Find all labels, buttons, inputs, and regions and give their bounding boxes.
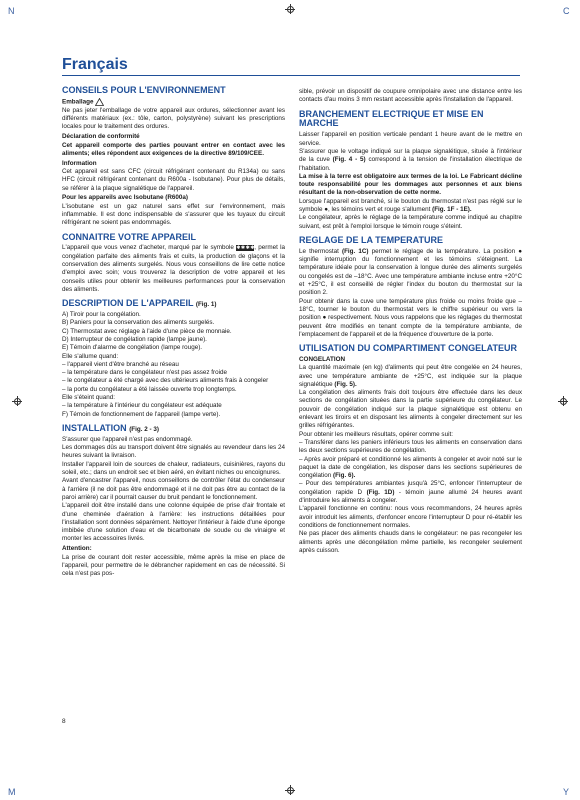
description-fig-ref: (Fig. 1) [195,301,217,309]
lights-on-item: – la température dans le congélateur n'est pas assez froide [62,369,228,377]
lights-on-item: – la porte du congélateur a été laissée ouverte trop longtemps. [62,385,237,393]
freezing-subheading: CONGELATION [299,355,346,363]
right-column [299,88,522,555]
isobutane-text: L'isobutane est un gaz naturel sans effet sur l'environnement, mais inflammable. Il est donc indispensable de s'assurer que les tuyaux du circuit réfrigérant ne soient pas endommagés. [62,202,285,227]
usage-p6-a: – Pour des températures ambiantes jusqu'à 25°C, enfoncer l'interrupteur de congélation rapide D [299,480,522,496]
electric-paragraph: Laisser l'appareil en position verticale pendant 1 heure avant de le mettre en service. [299,131,522,147]
lights-on-item: – le congélateur a été chargé avec des ultérieurs aliments frais à congeler [62,377,269,385]
recycle-icon [95,98,104,106]
usage-p6-fig: (Fig. 1D) [366,488,395,496]
lights-on-heading: Elle s'allume quand: [62,352,119,360]
attention-text: La prise de courant doit rester accessible, même après la mise en place de l'appareil, pour permettre de le débrancher rapidement en cas de nécessité. Si cela n'est pas pos- [62,553,285,578]
installation-fig-ref: (Fig. 2 - 3) [129,425,159,433]
electric-paragraph [299,148,522,173]
installation-title: INSTALLATION [62,422,127,433]
know-text [62,244,285,294]
page-number: 8 [62,718,66,725]
packaging-subheading [62,98,285,107]
electric-p2-b: correspond à la tension de l'installation électrique de l'habitation. [299,156,523,172]
environment-heading: CONSEILS POUR L'ENVIRONNEMENT [62,85,226,95]
know-text-b: , permet la congélation parfaite des aliments frais et cuits, la production de glaçons et la conservation des aliments surgelés. Nous vous conseillons de lire cette notice d'emploi avec soin; vous trouverez la description de votre appareil et les conseils utiles pour obtenir les meilleures performances pour la conservation des aliments. [62,244,286,293]
language-title: Français [62,56,128,73]
registration-mark-right [558,396,568,406]
packaging-text: Ne pas jeter l'emballage de votre appareil aux ordures, sélectionner avant les différents matériaux (ex.: tôle, carton, polystyrène) suivant les prescriptions locales pour le traitement des ordures. [62,106,285,131]
electric-p4-fig: (Fig. 1F - 1E). [432,206,472,214]
usage-p5-fig: (Fig. 6). [332,472,356,480]
electric-p2-fig: (Fig. 4 - 5) [332,156,366,164]
electric-p2-a: S'assurer que le voltage indiqué sur la plaque signalétique, située à l'intérieur de la cuve [299,147,522,164]
print-mark-m: M [8,787,16,797]
usage-paragraph: L'appareil fonctionne en continu: nous vous recommandons, 24 heures après avoir introduit les aliments, d'enfoncer encore l'interrupteur D pour ré-établir les conditions de fonctionnement normales. [299,505,522,529]
description-item: A) Tiroir pour la congélation. [62,311,141,319]
temperature-paragraph [299,248,522,298]
left-column [62,86,285,578]
registration-mark-left [12,396,22,406]
isobutane-subheading: Pour les appareils avec Isobutane (R600a) [62,194,188,202]
usage-p1-a: La quantité maximale (en kg) d'aliments qui peut être congelée en 24 heures, avec une température ambiante de +25°C, est indiquée sur la plaque signalétique [299,364,522,388]
know-heading: CONNAITRE VOTRE APPAREIL [62,231,197,242]
usage-paragraph [299,456,522,481]
lights-off-item: F) Témoin de fonctionnement de l'appareil (lampe verte). [62,410,221,418]
title-divider [62,75,520,76]
temperature-p1-b: permet le réglage de la température. La position ● signifie interruption du fonctionnement et les témoins s'éteignent. La température idéale pour la conservation à longue durée des aliments surgelés ou congelés est de –18°C. Avec une température ambiante incluse entre +20°C et +25°C, il est conseillé de régler l'index du bouton du thermostat sur la position 2. [299,247,523,297]
lights-off-heading: Elle s'éteint quand: [62,394,116,402]
installation-paragraph: S'assurer que l'appareil n'est pas endommagé. [62,435,193,443]
description-item: B) Paniers pour la conservation des aliments surgelés. [62,319,215,327]
usage-p6-b: - témoin jaune allumé 24 heures avant d'introduire les aliments à congeler. [299,488,523,505]
usage-paragraph [299,480,522,505]
usage-paragraph [299,364,522,389]
temperature-heading: REGLAGE DE LA TEMPERATURE [299,234,444,245]
conformity-text: Cet appareil comporte des parties pouvant entrer en contact avec les aliments; elles répondent aux exigences de la directive 89/109/CEE. [62,141,285,157]
usage-paragraph: – Transférer dans les paniers inférieurs tous les aliments en conservation dans les deux sections supérieures de congélation. [299,438,522,455]
print-mark-n: N [8,6,15,16]
information-text: Cet appareil est sans CFC (circuit réfrigérant contenant du R134a) ou sans HFC (circuit réfrigérant contenant du R600a - Isobutane). Pour plus de détails, se référer à la plaque signalétique de l'appareil. [62,167,285,192]
print-mark-y: Y [563,787,570,797]
temperature-p1-a: Le thermostat [299,247,339,255]
temperature-p1-fig: (Fig. 1C) [341,247,369,255]
earthing-warning: La mise à la terre est obligatoire aux termes de la loi. Le Fabricant décline toute responsabilité pour les dommages aux personnes et aux biens résultant de la non-observation de cette norme. [299,172,522,197]
description-heading [62,299,285,309]
installation-paragraph: Installer l'appareil loin de sources de chaleur, radiateurs, cuisinières, rayons du soleil, etc.; dans un endroit sec et bien aéré, en évitant niches ou encoignures. [62,460,285,477]
know-text-a: L'appareil que vous venez d'acheter, marqué par le symbole [62,244,234,252]
print-mark-c: C [563,6,570,16]
installation-paragraph: Avant d'encastrer l'appareil, nous conseillons de contrôler l'état du condenseur à l'arrière (il ne doit pas être endommagé et il ne doit pas être au contact de la paroi arrière) car il pourrait causer du bruit pendant le fonctionnement. [62,477,285,501]
usage-p1-fig: (Fig. 5). [334,380,357,388]
attention-subheading: Attention: [62,545,92,553]
usage-paragraph: Pour obtenir les meilleurs résultats, opérer comme suit: [299,430,453,438]
electric-paragraph: Le congélateur, après le réglage de la température comme indiqué au chapitre suivant, est prêt à l'emploi lorsque le témoin rouge s'éteint. [299,214,522,230]
installation-paragraph: L'appareil doit être installé dans une colonne équipée de prise d'air frontale et d'une cheminée d'aération à l'arrière: les instructions détaillées pour l'installation sont données séparément. Nettoyer l'intérieur à l'aide d'une éponge imbibée d'une solution d'eau et de bicarbonate de soude ou de vinaigre et monter les accessoires livrés. [62,502,285,543]
conformity-subheading: Déclaration de conformité [62,133,140,141]
packaging-label: Emballage [62,98,94,106]
installation-heading [62,424,285,434]
lights-on-item: – l'appareil vient d'être branché au réseau [62,360,179,368]
description-item: E) Témoin d'alarme de congélation (lampe rouge). [62,344,203,352]
description-item: C) Thermostat avec réglage à l'aide d'une pièce de monnaie. [62,327,232,335]
usage-paragraph: Ne pas placer des aliments chauds dans le congélateur: ne pas recongeler les aliments après une décongélation même partielle, les recongeler seulement après cuisson. [299,530,522,554]
usage-p5-a: – Après avoir préparé et conditionné les aliments à congeler et avoir noté sur le paquet la date de congélation, les disposer dans les sections supérieures de congélation [299,455,522,480]
continued-text: sible, prévoir un dispositif de coupure omnipolaire avec une distance entre les contacts d'au moins 3 mm restant accessible après l'installation de l'appareil. [299,88,522,104]
installation-paragraph: Les dommages dûs au transport doivent être signalés au revendeur dans les 24 heures suivant la livraison. [62,444,285,460]
usage-paragraph: La congélation des aliments frais doit toujours être effectuée dans les deux sections de congélation situées dans la partie supérieure du congélateur. Le pouvoir de congélation indiqué sur la plaque signalétique est obtenu en enlevant les tiroirs et en disposant les aliments à congeler directement sur les grilles réfrigérantes. [299,389,522,430]
electric-heading: BRANCHEMENT ELECTRIQUE ET MISE EN MARCHE [299,108,484,129]
registration-mark-top [285,4,295,14]
registration-mark-bottom [285,785,295,795]
information-subheading: Information [62,159,97,167]
description-title: DESCRIPTION DE L'APPAREIL [62,298,194,309]
lights-off-item: – la température à l'intérieur du congélateur est adéquate [62,402,222,410]
four-star-freezer-icon: ✱✱✱✱ [236,244,255,251]
description-item: D) Interrupteur de congélation rapide (lampe jaune). [62,336,207,343]
electric-p4-a: Lorsque l'appareil est branché, si le bouton du thermostat n'est pas réglé sur le symbole ●, les témoins vert et rouge s'allument [299,197,522,214]
temperature-paragraph: Pour obtenir dans la cuve une température plus froide ou moins froide que –18°C, tourner le bouton du thermostat vers le chiffre supérieur ou vers la position ● respectivement. Nous vous rappelons que les réglages du thermostat peuvent être modifiés en tenant compte de la température ambiante, de l'emplacement de l'appareil et de la fréquence d'ouverture de la porte. [299,297,522,338]
usage-heading: UTILISATION DU COMPARTIMENT CONGELATEUR [299,343,517,354]
electric-paragraph [299,198,522,215]
